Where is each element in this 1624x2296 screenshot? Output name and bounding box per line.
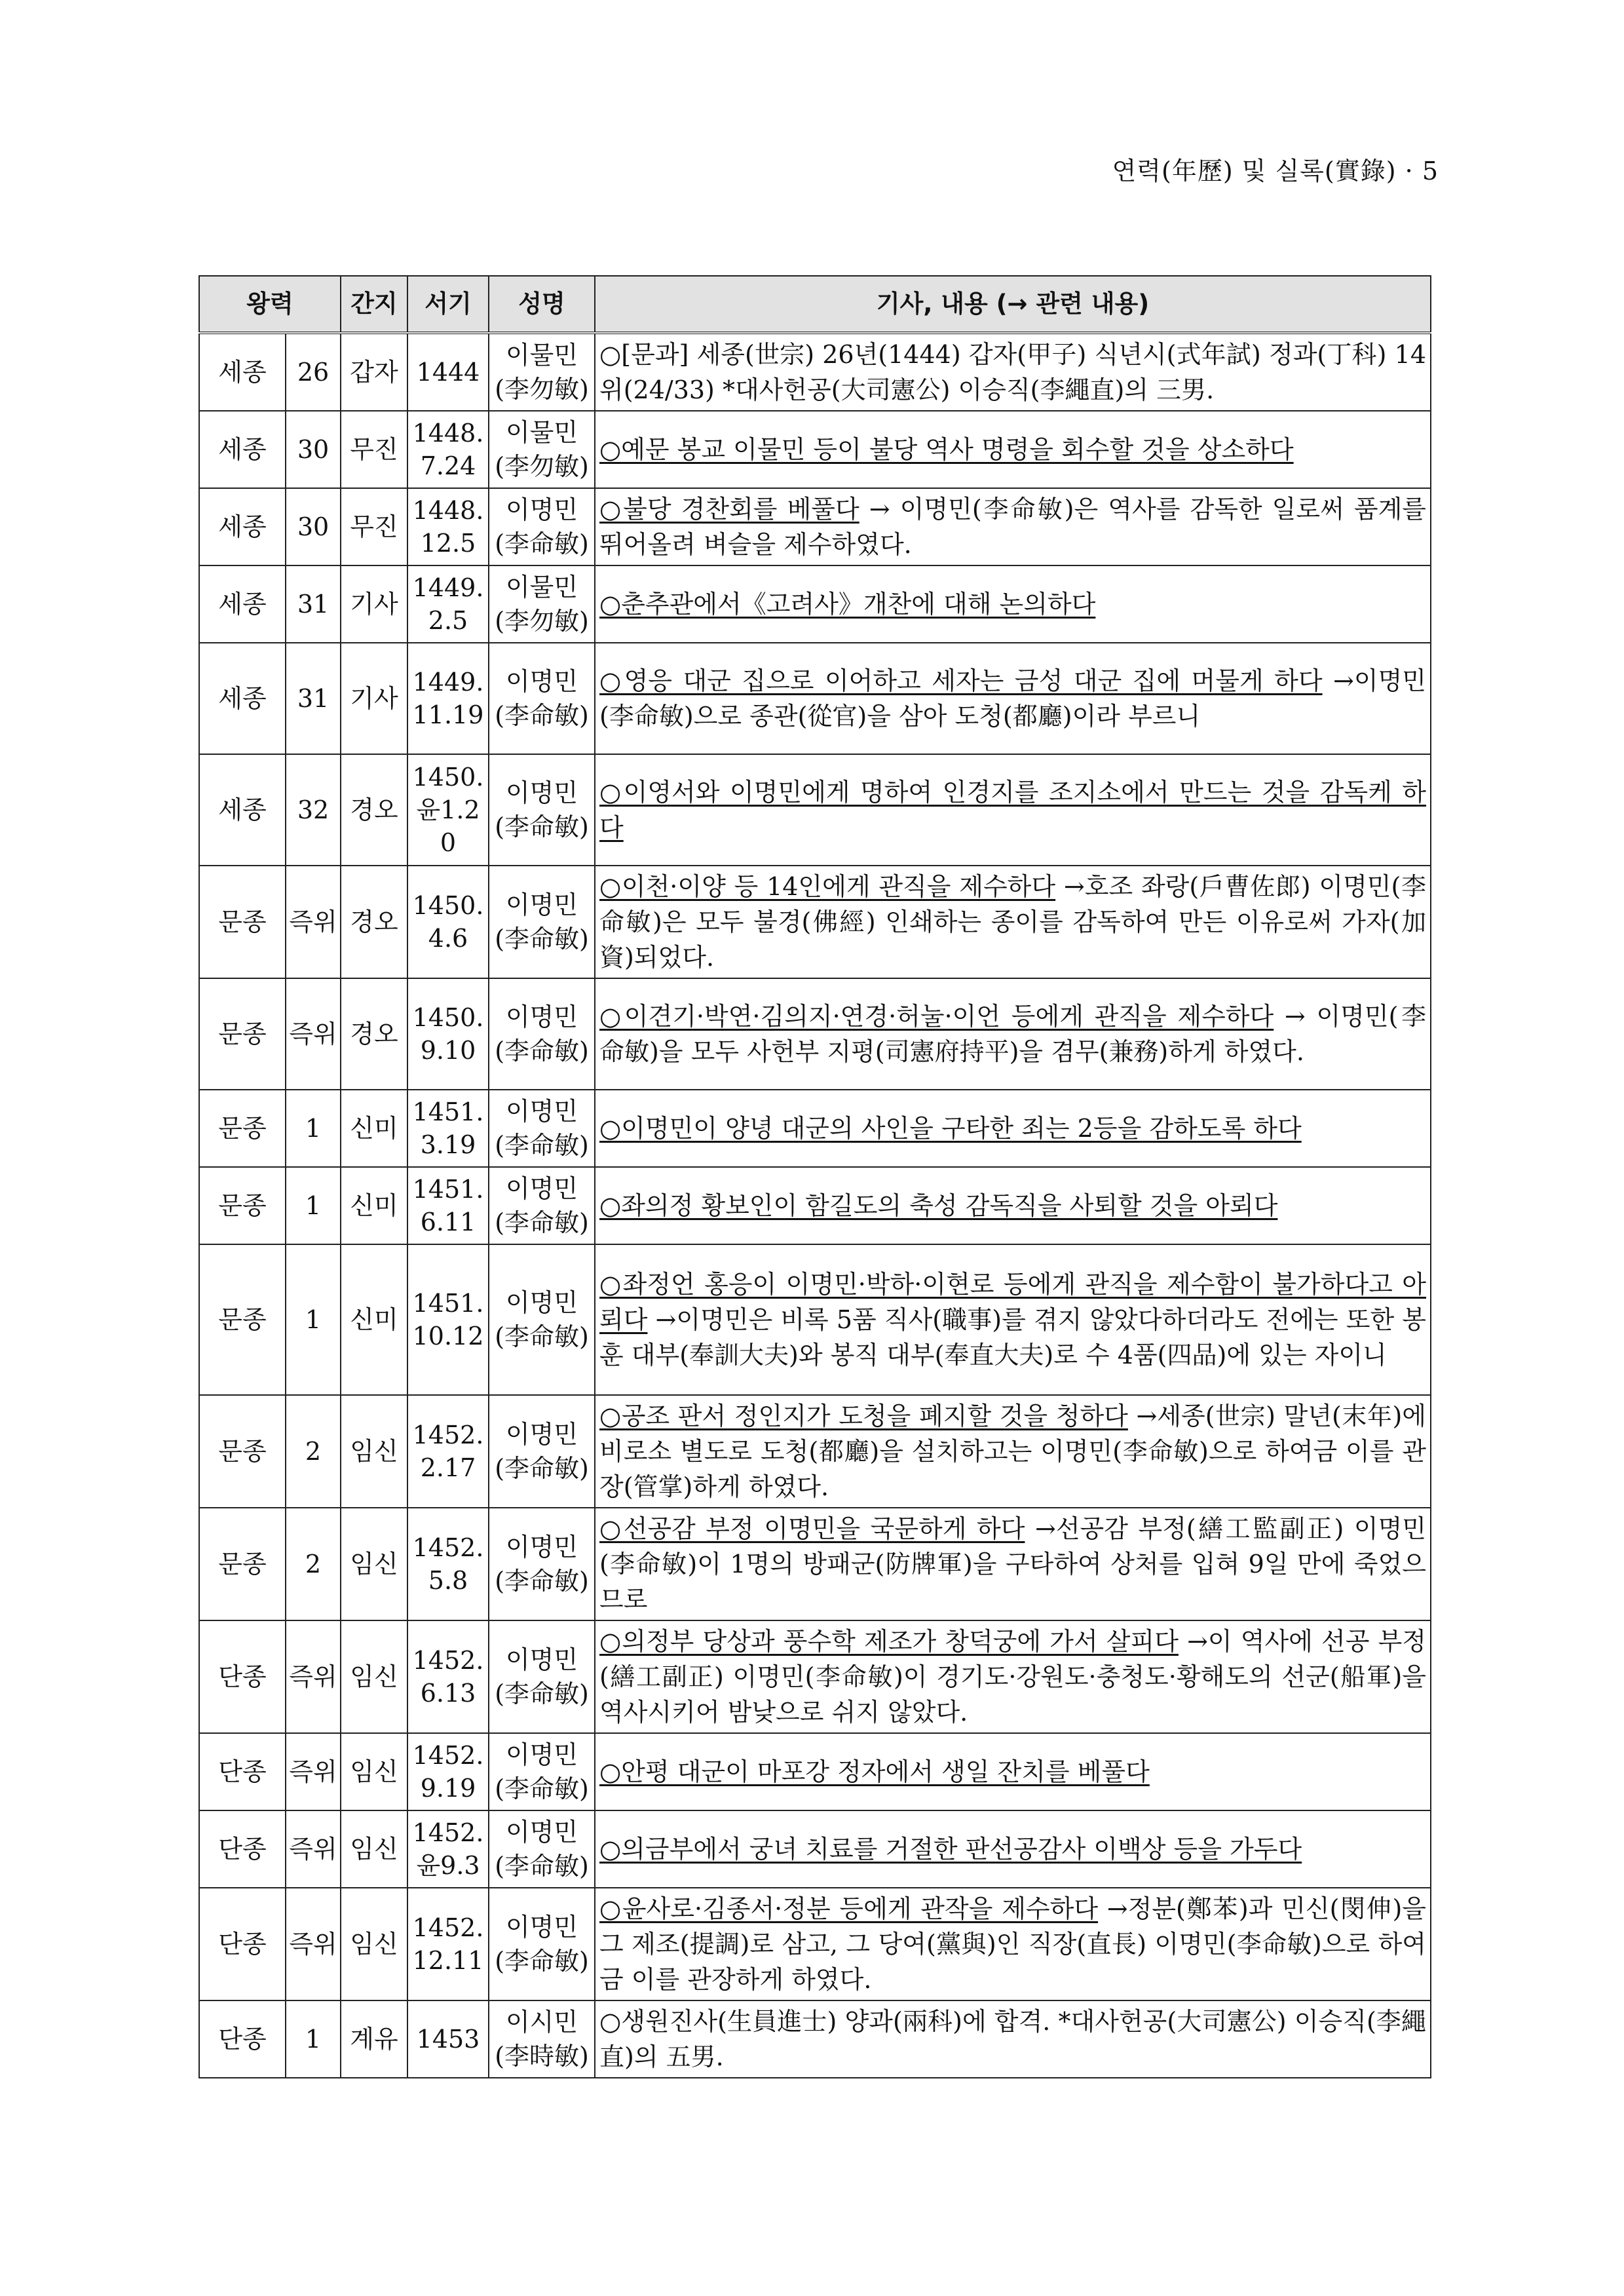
name-hangul: 이명민 <box>505 667 578 696</box>
ganji-cell: 무진 <box>341 411 407 488</box>
article-title: ○이영서와 이명민에게 명하여 인경지를 조지소에서 만드는 것을 감독케 하다 <box>599 778 1427 842</box>
year-cell: 1448. 7.24 <box>407 411 489 488</box>
reign-year-cell: 1 <box>286 1167 341 1244</box>
year-cell: 1449. 11.19 <box>407 643 489 754</box>
table-row <box>199 1244 1431 1395</box>
ganji-cell: 임신 <box>341 1810 407 1888</box>
year-cell: 1452. 2.17 <box>407 1395 489 1508</box>
header-name: 성명 <box>489 276 595 333</box>
reign-year-cell: 26 <box>286 333 341 411</box>
name-hangul: 이명민 <box>505 1533 578 1561</box>
article-detail: →세종(世宗) 말년(末年)에 비로소 별도로 도청(都廳)을 설치하고는 이명민(李命敏)으로 하여금 이를 관장(管掌)하게 하였다. <box>599 1402 1427 1501</box>
year-cell: 1450. 4.6 <box>407 866 489 978</box>
reign-king-cell: 단종 <box>199 1888 286 2000</box>
table-row <box>199 333 1431 411</box>
content-cell <box>595 1508 1431 1620</box>
name-hanja: (李命敏) <box>495 1567 589 1596</box>
name-hangul: 이명민 <box>505 890 578 919</box>
name-hangul: 이명민 <box>505 1288 578 1317</box>
reign-year-cell: 즉위 <box>286 1733 341 1810</box>
name-hanja: (李命敏) <box>495 1852 589 1881</box>
header-year: 서기 <box>407 276 489 333</box>
table-row <box>199 1508 1431 1620</box>
name-cell <box>489 1244 595 1395</box>
name-cell <box>489 488 595 565</box>
year-cell: 1452. 12.11 <box>407 1888 489 2000</box>
name-cell <box>489 1167 595 1244</box>
reign-year-cell: 2 <box>286 1395 341 1508</box>
content-cell <box>595 2000 1431 2078</box>
reign-king-cell: 문종 <box>199 1395 286 1508</box>
name-hangul: 이명민 <box>505 778 578 807</box>
article-title: ○안평 대군이 마포강 정자에서 생일 잔치를 베풀다 <box>599 1757 1150 1786</box>
name-hanja: (李命敏) <box>495 925 589 953</box>
article-title: ○이천·이양 등 14인에게 관직을 제수하다 <box>599 872 1056 901</box>
ganji-cell: 임신 <box>341 1508 407 1620</box>
name-cell <box>489 411 595 488</box>
ganji-cell: 임신 <box>341 1733 407 1810</box>
table-row <box>199 1167 1431 1244</box>
article-detail: → 이명민(李命敏)은 역사를 감독한 일로써 품계를 뛰어올려 벼슬을 제수하였다. <box>599 495 1427 559</box>
name-hanja: (李勿敏) <box>495 452 589 481</box>
name-hanja: (李命敏) <box>495 1947 589 1976</box>
article-title: ○이견기·박연·김의지·연경·허눌·이언 등에게 관직을 제수하다 <box>599 1002 1274 1031</box>
year-cell: 1448. 12.5 <box>407 488 489 565</box>
reign-king-cell: 단종 <box>199 1733 286 1810</box>
table-row <box>199 866 1431 978</box>
ganji-cell: 임신 <box>341 1395 407 1508</box>
ganji-cell: 신미 <box>341 1167 407 1244</box>
content-cell <box>595 565 1431 643</box>
reign-king-cell: 세종 <box>199 754 286 866</box>
name-hanja: (李命敏) <box>495 1131 589 1160</box>
name-hanja: (李時敏) <box>495 2042 589 2071</box>
table-row <box>199 643 1431 754</box>
table-row <box>199 411 1431 488</box>
article-detail: ○[문과] 세종(世宗) 26년(1444) 갑자(甲子) 식년시(式年試) 정과(丁科) 14위(24/33) *대사헌공(大司憲公) 이승직(李繩直)의 三男. <box>599 340 1427 404</box>
name-cell <box>489 1733 595 1810</box>
content-cell <box>595 866 1431 978</box>
year-cell: 1453 <box>407 2000 489 2078</box>
reign-king-cell: 문종 <box>199 1167 286 1244</box>
content-cell <box>595 1733 1431 1810</box>
name-cell <box>489 866 595 978</box>
name-hanja: (李命敏) <box>495 1322 589 1351</box>
ganji-cell: 임신 <box>341 1620 407 1733</box>
reign-year-cell: 1 <box>286 1244 341 1395</box>
name-hangul: 이물민 <box>505 341 578 370</box>
name-hanja: (李命敏) <box>495 1679 589 1708</box>
reign-king-cell: 문종 <box>199 1244 286 1395</box>
article-detail: →이명민은 비록 5품 직사(職事)를 겪지 않았다하더라도 전에는 또한 봉훈 대부(奉訓大夫)와 봉직 대부(奉直大夫)로 수 4품(四品)에 있는 자이니 <box>599 1305 1427 1369</box>
name-hanja: (李命敏) <box>495 1037 589 1065</box>
reign-king-cell: 세종 <box>199 411 286 488</box>
name-cell <box>489 2000 595 2078</box>
table-row <box>199 488 1431 565</box>
reign-year-cell: 31 <box>286 565 341 643</box>
reign-year-cell: 1 <box>286 1090 341 1167</box>
table-row <box>199 1090 1431 1167</box>
article-detail: →이명민(李命敏)으로 종관(從官)을 삼아 도청(都廳)이라 부르니 <box>599 666 1427 731</box>
table-row <box>199 1888 1431 2000</box>
name-cell <box>489 643 595 754</box>
article-title: ○공조 판서 정인지가 도청을 폐지할 것을 청하다 <box>599 1402 1128 1430</box>
name-hangul: 이명민 <box>505 1420 578 1449</box>
year-cell: 1451. 10.12 <box>407 1244 489 1395</box>
article-title: ○선공감 부정 이명민을 국문하게 하다 <box>599 1514 1025 1543</box>
reign-king-cell: 세종 <box>199 333 286 411</box>
content-cell <box>595 1244 1431 1395</box>
reign-king-cell: 문종 <box>199 978 286 1090</box>
name-hangul: 이명민 <box>505 1097 578 1126</box>
ganji-cell: 신미 <box>341 1090 407 1167</box>
article-detail: →정분(鄭苯)과 민신(閔伸)을 그 제조(提調)로 삼고, 그 당여(黨與)인 직장(直長) 이명민(李命敏)으로 하여금 이를 관장하게 하였다. <box>599 1894 1427 1994</box>
name-hangul: 이명민 <box>505 1003 578 1031</box>
name-cell <box>489 1395 595 1508</box>
ganji-cell: 갑자 <box>341 333 407 411</box>
running-head: 연력(年歷) 및 실록(實錄) · 5 <box>1112 157 1439 185</box>
name-cell <box>489 1888 595 2000</box>
ganji-cell: 계유 <box>341 2000 407 2078</box>
name-hangul: 이물민 <box>505 418 578 447</box>
name-hangul: 이명민 <box>505 1174 578 1203</box>
article-detail: ○생원진사(生員進士) 양과(兩科)에 합격. *대사헌공(大司憲公) 이승직(李繩直)의 五男. <box>599 2007 1427 2071</box>
ganji-cell: 기사 <box>341 643 407 754</box>
name-hangul: 이명민 <box>505 1645 578 1674</box>
ganji-cell: 경오 <box>341 978 407 1090</box>
content-cell <box>595 488 1431 565</box>
reign-year-cell: 32 <box>286 754 341 866</box>
table-row <box>199 978 1431 1090</box>
year-cell: 1452. 5.8 <box>407 1508 489 1620</box>
reign-year-cell: 즉위 <box>286 1620 341 1733</box>
reign-king-cell: 세종 <box>199 565 286 643</box>
name-cell <box>489 1620 595 1733</box>
table-row <box>199 754 1431 866</box>
year-cell: 1450. 9.10 <box>407 978 489 1090</box>
name-hanja: (李命敏) <box>495 1774 589 1803</box>
chronology-table-wrap <box>198 275 1430 2078</box>
content-cell <box>595 411 1431 488</box>
ganji-cell: 신미 <box>341 1244 407 1395</box>
reign-year-cell: 30 <box>286 488 341 565</box>
ganji-cell: 기사 <box>341 565 407 643</box>
header-ganji: 간지 <box>341 276 407 333</box>
reign-king-cell: 문종 <box>199 866 286 978</box>
article-detail: →선공감 부정(繕工監副正) 이명민(李命敏)이 1명의 방패군(防牌軍)을 구타하여 상처를 입혀 9일 만에 죽었으므로 <box>599 1514 1427 1614</box>
article-title: ○불당 경찬회를 베풀다 <box>599 495 859 524</box>
name-hangul: 이명민 <box>505 1818 578 1846</box>
table-row <box>199 2000 1431 2078</box>
name-cell <box>489 1810 595 1888</box>
reign-king-cell: 문종 <box>199 1508 286 1620</box>
reign-king-cell: 단종 <box>199 1810 286 1888</box>
content-cell <box>595 1167 1431 1244</box>
table-row <box>199 1620 1431 1733</box>
year-cell: 1450. 윤1.2 0 <box>407 754 489 866</box>
content-cell <box>595 978 1431 1090</box>
name-hanja: (李勿敏) <box>495 607 589 636</box>
article-title: ○윤사로·김종서·정분 등에게 관작을 제수하다 <box>599 1894 1099 1923</box>
year-cell: 1452. 윤9.3 <box>407 1810 489 1888</box>
name-hanja: (李命敏) <box>495 701 589 730</box>
year-cell: 1449. 2.5 <box>407 565 489 643</box>
name-hangul: 이명민 <box>505 1913 578 1942</box>
chronology-table <box>198 275 1431 2078</box>
name-cell <box>489 754 595 866</box>
name-cell <box>489 565 595 643</box>
name-hanja: (李勿敏) <box>495 375 589 404</box>
year-cell: 1451. 3.19 <box>407 1090 489 1167</box>
article-detail: →호조 좌랑(戶曹佐郎) 이명민(李命敏)은 모두 불경(佛經) 인쇄하는 종이를 감독하여 만든 이유로써 가자(加資)되었다. <box>599 872 1427 972</box>
year-cell: 1452. 6.13 <box>407 1620 489 1733</box>
name-cell <box>489 333 595 411</box>
content-cell <box>595 754 1431 866</box>
reign-year-cell: 2 <box>286 1508 341 1620</box>
name-hanja: (李命敏) <box>495 1454 589 1483</box>
reign-king-cell: 단종 <box>199 1620 286 1733</box>
name-hanja: (李命敏) <box>495 529 589 558</box>
ganji-cell: 경오 <box>341 754 407 866</box>
year-cell: 1452. 9.19 <box>407 1733 489 1810</box>
name-hangul: 이명민 <box>505 1740 578 1769</box>
reign-year-cell: 30 <box>286 411 341 488</box>
reign-king-cell: 문종 <box>199 1090 286 1167</box>
name-hanja: (李命敏) <box>495 813 589 841</box>
reign-king-cell: 단종 <box>199 2000 286 2078</box>
reign-year-cell: 즉위 <box>286 866 341 978</box>
article-title: ○이명민이 양녕 대군의 사인을 구타한 죄는 2등을 감하도록 하다 <box>599 1114 1302 1143</box>
article-title: ○의금부에서 궁녀 치료를 거절한 판선공감사 이백상 등을 가두다 <box>599 1835 1302 1864</box>
content-cell <box>595 1620 1431 1733</box>
name-hangul: 이물민 <box>505 573 578 602</box>
article-title: ○좌의정 황보인이 함길도의 축성 감독직을 사퇴할 것을 아뢰다 <box>599 1191 1278 1220</box>
table-header-row <box>199 276 1431 333</box>
reign-year-cell: 1 <box>286 2000 341 2078</box>
content-cell <box>595 1888 1431 2000</box>
content-cell <box>595 1090 1431 1167</box>
article-title: ○예문 봉교 이물민 등이 불당 역사 명령을 회수할 것을 상소하다 <box>599 435 1294 464</box>
content-cell <box>595 333 1431 411</box>
name-hangul: 이시민 <box>505 2008 578 2037</box>
name-cell <box>489 1090 595 1167</box>
article-title: ○의정부 당상과 풍수학 제조가 창덕궁에 가서 살피다 <box>599 1627 1179 1656</box>
header-reign: 왕력 <box>199 276 341 333</box>
article-title: ○영응 대군 집으로 이어하고 세자는 금성 대군 집에 머물게 하다 <box>599 666 1323 695</box>
reign-year-cell: 31 <box>286 643 341 754</box>
ganji-cell: 경오 <box>341 866 407 978</box>
content-cell <box>595 1395 1431 1508</box>
table-row <box>199 1810 1431 1888</box>
table-row <box>199 565 1431 643</box>
reign-year-cell: 즉위 <box>286 1888 341 2000</box>
reign-year-cell: 즉위 <box>286 978 341 1090</box>
year-cell: 1451. 6.11 <box>407 1167 489 1244</box>
name-hanja: (李命敏) <box>495 1208 589 1237</box>
reign-king-cell: 세종 <box>199 488 286 565</box>
article-detail: →이 역사에 선공 부정(繕工副正) 이명민(李命敏)이 경기도·강원도·충청도·황해도의 선군(船軍)을 역사시키어 밤낮으로 쉬지 않았다. <box>599 1627 1427 1727</box>
header-content: 기사, 내용 (→ 관련 내용) <box>595 276 1431 333</box>
name-hangul: 이명민 <box>505 495 578 524</box>
article-detail: → 이명민(李命敏)을 모두 사헌부 지평(司憲府持平)을 겸무(兼務)하게 하였다. <box>599 1002 1427 1066</box>
name-cell <box>489 1508 595 1620</box>
article-title: ○춘추관에서《고려사》개찬에 대해 논의하다 <box>599 590 1096 619</box>
ganji-cell: 임신 <box>341 1888 407 2000</box>
ganji-cell: 무진 <box>341 488 407 565</box>
content-cell <box>595 1810 1431 1888</box>
name-cell <box>489 978 595 1090</box>
table-row <box>199 1733 1431 1810</box>
table-row <box>199 1395 1431 1508</box>
year-cell: 1444 <box>407 333 489 411</box>
article-title: ○좌정언 홍응이 이명민·박하·이현로 등에게 관직을 제수함이 불가하다고 아뢰다 <box>599 1270 1427 1334</box>
reign-king-cell: 세종 <box>199 643 286 754</box>
content-cell <box>595 643 1431 754</box>
reign-year-cell: 즉위 <box>286 1810 341 1888</box>
